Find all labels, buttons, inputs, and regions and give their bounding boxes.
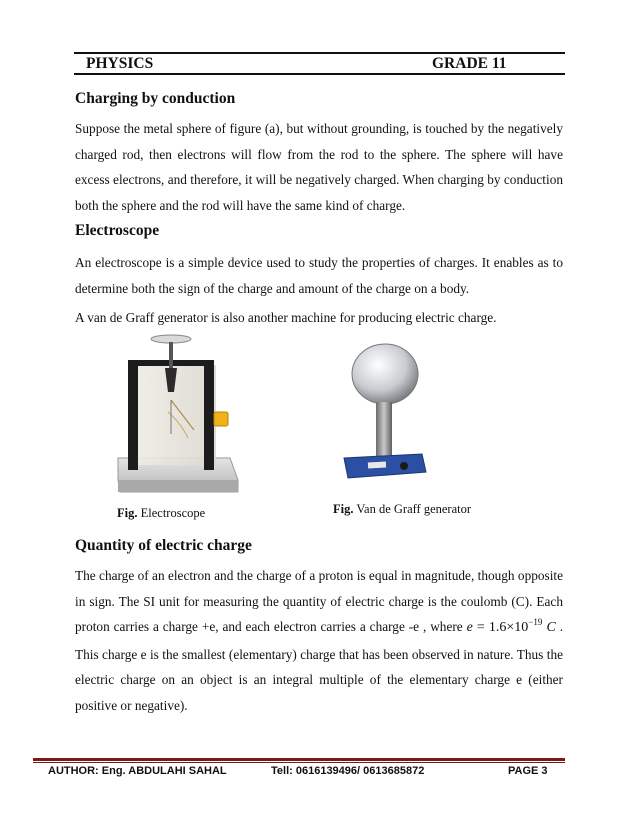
caption-electroscope [117, 506, 205, 521]
caption-van-de-graaff [333, 502, 471, 517]
caption-electroscope-text: Electroscope [140, 506, 206, 520]
header-subject: PHYSICS [86, 55, 154, 72]
heading-quantity-of-electric-charge: Quantity of electric charge [75, 537, 252, 554]
footer-tell: Tell: 0616139496/ 0613685872 [271, 765, 425, 777]
quantity-text-after: . This charge e is the smallest (elementary) charge that has been observed in nature. Thus the electric charge on an object is an integral multiple of the elementary charge e (either positive or negative). [75, 619, 564, 713]
header-bottom-rule [74, 73, 565, 75]
footer-page-number: PAGE 3 [508, 765, 548, 777]
footer-author: AUTHOR: Eng. ABDULAHI SAHAL [48, 765, 227, 777]
quantity-text-before: The charge of an electron and the charge of a proton is equal in magnitude, though opposite in sign. The SI unit for measuring the quantity of electric charge is the coulomb (C). Each proton carries a charge +e, and each electron carries a charge -e , where [75, 568, 563, 634]
footer-rule-thick [33, 758, 565, 761]
heading-electroscope: Electroscope [75, 222, 160, 239]
caption-van-de-graaff-text: Van de Graff generator [356, 502, 472, 516]
paragraph-quantity-of-charge [75, 563, 563, 718]
paragraph-van-de-graaff: A van de Graff generator is also another machine for producing electric charge. [75, 310, 497, 325]
caption-electroscope-prefix: Fig. [117, 506, 138, 520]
elementary-charge-equation [466, 617, 556, 635]
header-grade: GRADE 11 [432, 55, 507, 72]
van-de-graaff-image [338, 340, 428, 486]
header-top-rule [74, 52, 565, 54]
paragraph-electroscope: An electroscope is a simple device used to study the properties of charges. It enables as to determine both the sign of the charge and amount of the charge on a body. [75, 255, 563, 296]
paragraph-conduction: Suppose the metal sphere of figure (a), but without grounding, is touched by the negatively charged rod, then electrons will flow from the rod to the sphere. The sphere will have excess electrons, and therefore, it will be negatively charged. When charging by conduction both the sphere and the rod will have the same kind of charge. [75, 121, 563, 213]
equation-lhs: e [466, 620, 473, 635]
equation-exponent: −19 [528, 617, 543, 627]
caption-van-de-graaff-prefix: Fig. [333, 502, 354, 516]
equation-value: = 1.6×10 [472, 620, 529, 635]
electroscope-image [108, 330, 248, 502]
equation-unit: C [546, 620, 556, 635]
heading-charging-by-conduction: Charging by conduction [75, 90, 236, 107]
footer-rule-thin [33, 762, 565, 763]
